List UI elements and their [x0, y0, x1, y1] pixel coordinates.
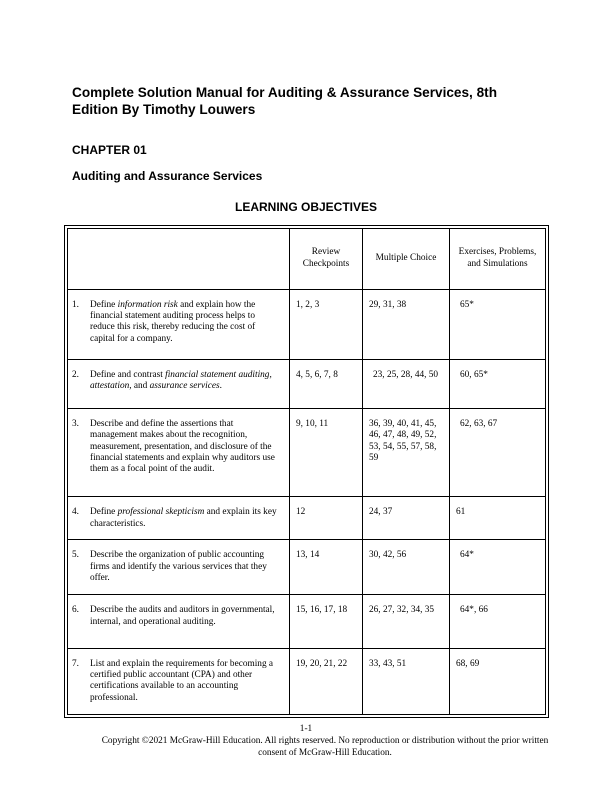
chapter-label: CHAPTER 01 [72, 143, 147, 157]
exercises-cell [450, 595, 546, 648]
review-checkpoints-value: 1, 2, 3 [296, 299, 320, 310]
exercises-value: 68, 69 [456, 658, 480, 669]
objective-text-segment: . [219, 380, 222, 391]
multiple-choice-value: 23, 25, 28, 44, 50 [373, 369, 439, 380]
objective-number: 1. [72, 299, 79, 310]
learning-objectives-table [67, 228, 546, 715]
exercises-value: 64*, 66 [460, 605, 488, 616]
header-cell-objective [68, 229, 290, 290]
table-row [68, 648, 546, 714]
exercises-cell [450, 359, 546, 408]
objective [68, 649, 289, 713]
objective-text-segment: Describe and define the assertions that management makes about the recognition, measurement, presentation, and disclosure of the financial statements and explain why auditors use them as a focal point of the audit. [90, 418, 275, 475]
objective-text-segment: Describe the organization of public accounting firms and identify the various services that they offer. [90, 550, 267, 584]
table-row [68, 595, 546, 648]
objective [68, 409, 289, 484]
header-label: Exercises, Problems, and Simulations [458, 247, 537, 269]
table-row [68, 359, 546, 408]
exercises-value: 62, 63, 67 [460, 418, 498, 429]
document-title: Complete Solution Manual for Auditing & Assurance Services, 8th Edition By Timothy Louwers [72, 85, 497, 117]
header-label: Multiple Choice [375, 253, 437, 264]
multiple-choice-value: 26, 27, 32, 34, 35 [369, 605, 435, 616]
objective-number: 4. [72, 507, 79, 518]
objective-text-segment: Describe the audits and auditors in governmental, internal, and operational auditing. [90, 605, 275, 627]
multiple-choice-cell [363, 540, 450, 595]
copyright-notice: Copyright ©2021 McGraw-Hill Education. All rights reserved. No reproduction or distribution without the prior written consent of McGraw-Hill Education. [101, 736, 549, 758]
exercises-cell [450, 497, 546, 540]
objective-number: 6. [72, 605, 79, 616]
multiple-choice-cell [363, 408, 450, 496]
review-checkpoints-value: 12 [296, 507, 306, 518]
objective-number: 5. [72, 550, 79, 561]
exercises-cell [450, 289, 546, 359]
multiple-choice-value: 29, 31, 38 [369, 299, 407, 310]
objective [68, 360, 289, 401]
objective-text-segment: and explain its key characteristics. [90, 507, 277, 529]
exercises-cell [450, 540, 546, 595]
objective-text [90, 605, 279, 628]
objective-text-segment: Define [90, 299, 118, 310]
multiple-choice-cell [363, 359, 450, 408]
objective-text [90, 507, 279, 530]
exercises-value: 65* [460, 299, 474, 310]
exercises-cell [450, 648, 546, 714]
objective-cell [68, 408, 290, 496]
exercises-value: 64* [460, 550, 474, 561]
review-checkpoints-value: 19, 20, 21, 22 [296, 658, 348, 669]
multiple-choice-value: 36, 39, 40, 41, 45, 46, 47, 48, 49, 52, 53, 54, 55, 57, 58, 59 [369, 418, 437, 464]
objective-text [90, 419, 279, 476]
chapter-subtitle: Auditing and Assurance Services [72, 169, 263, 183]
objective [68, 290, 289, 354]
multiple-choice-cell [363, 595, 450, 648]
objective [68, 595, 289, 636]
exercises-cell [450, 408, 546, 496]
review-checkpoints-cell [290, 359, 363, 408]
objective-text-segment: and [131, 380, 150, 391]
objective-text-emphasis: information risk [117, 299, 178, 310]
objective-text [90, 659, 279, 705]
multiple-choice-value: 33, 43, 51 [369, 658, 407, 669]
objective-number: 2. [72, 369, 79, 380]
exercises-value: 61 [456, 507, 466, 518]
objective [68, 540, 289, 592]
table-header-row [68, 229, 546, 290]
objective-cell [68, 497, 290, 540]
review-checkpoints-cell [290, 289, 363, 359]
review-checkpoints-value: 4, 5, 6, 7, 8 [296, 369, 338, 380]
review-checkpoints-cell [290, 595, 363, 648]
multiple-choice-value: 30, 42, 56 [369, 550, 407, 561]
multiple-choice-cell [363, 497, 450, 540]
objective-cell [68, 648, 290, 714]
objective-text-segment: and explain how the financial statement auditing process helps to reduce this risk, thereby reducing the cost of capital for a company. [90, 299, 256, 344]
review-checkpoints-cell [290, 408, 363, 496]
table-row [68, 408, 546, 496]
review-checkpoints-value: 15, 16, 17, 18 [296, 605, 348, 616]
objective-text [90, 300, 279, 346]
objective-cell [68, 540, 290, 595]
review-checkpoints-value: 9, 10, 11 [296, 418, 329, 429]
objective-text [90, 550, 279, 584]
objective [68, 497, 289, 538]
objective-text-emphasis: assurance services [149, 380, 220, 391]
objective-cell [68, 359, 290, 408]
exercises-value: 60, 65* [460, 369, 488, 380]
review-checkpoints-cell [290, 648, 363, 714]
table-row [68, 497, 546, 540]
objective-number: 3. [72, 418, 79, 429]
review-checkpoints-cell [290, 540, 363, 595]
objective-cell [68, 595, 290, 648]
objective-text-emphasis: professional skepticism [117, 507, 205, 518]
multiple-choice-cell [363, 289, 450, 359]
multiple-choice-cell [363, 648, 450, 714]
page-number: 1-1 [299, 724, 313, 734]
objective-text [90, 370, 279, 393]
objective-text-segment: List and explain the requirements for becoming a certified public accountant (CPA) and other certifications available to an accounting professional. [90, 658, 274, 703]
header-cell-review [290, 229, 363, 290]
review-checkpoints-value: 13, 14 [296, 550, 320, 561]
table-row [68, 289, 546, 359]
header-cell-exercises [450, 229, 546, 290]
learning-objectives-heading: LEARNING OBJECTIVES [234, 200, 378, 214]
objective-cell [68, 289, 290, 359]
objective-text-segment: Define [90, 507, 118, 518]
review-checkpoints-cell [290, 497, 363, 540]
header-label: Review Checkpoints [302, 247, 350, 269]
multiple-choice-value: 24, 37 [369, 507, 393, 518]
objective-number: 7. [72, 658, 79, 669]
learning-objectives-table-frame [64, 225, 549, 718]
header-cell-multiple-choice [363, 229, 450, 290]
objective-text-emphasis: financial statement auditing, attestation, [90, 369, 272, 391]
objective-text-segment: Define and contrast [90, 369, 166, 380]
table-row [68, 540, 546, 595]
